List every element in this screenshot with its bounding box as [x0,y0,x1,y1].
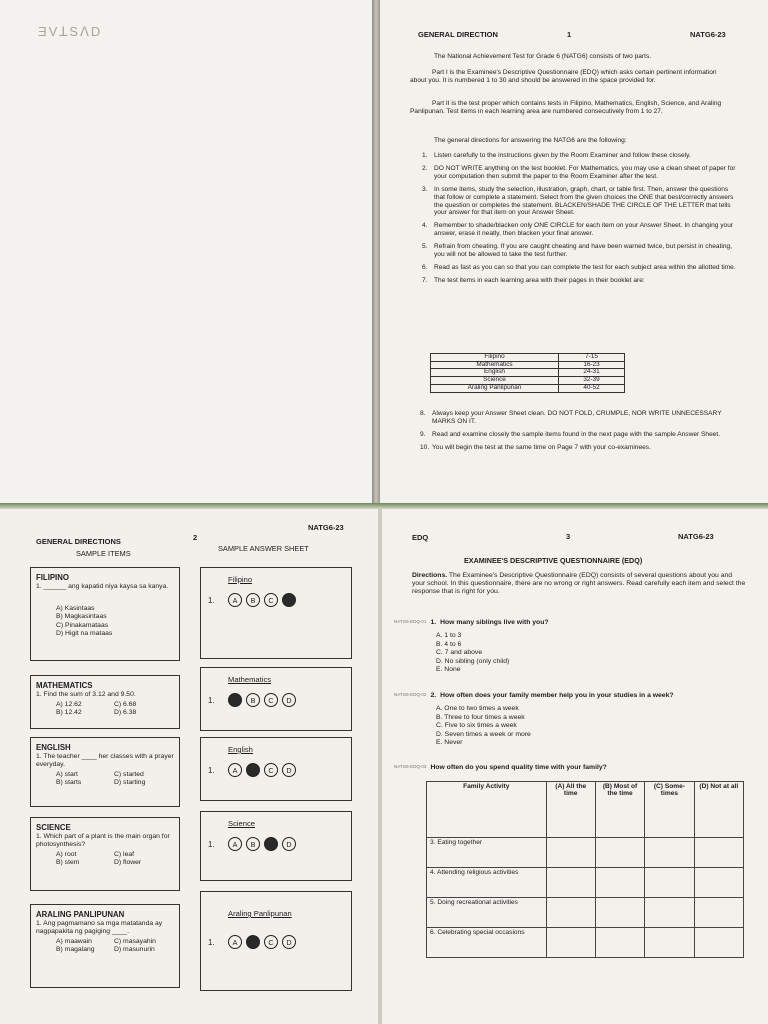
table-header: (D) Not at all [694,782,743,838]
direction-text: You will begin the test at the same time on Page 7 with your co-examinees. [432,443,651,451]
direction-text: Read and examine closely the sample items found in the next page with the sample Answer Sheet. [432,430,721,438]
option-item: B. Three to four times a week [436,713,525,721]
sample-choices [56,771,184,788]
answer-bubble-row [208,837,300,851]
answer-bubble[interactable]: A [228,763,242,777]
table-header: (C) Some-times [645,782,694,838]
page-number: 2 [193,533,198,542]
direction-text: Always keep your Answer Sheet clean. DO NOT FOLD, CRUMPLE, NOR WRITE UNNECESSARY MARKS ON IT. [432,410,722,425]
item-number: 1. [208,937,215,947]
direction-text: The test items in each learning area with their pages in their booklet are: [434,276,645,284]
choice-option: B) Magkasintaas [56,613,107,621]
choice-option: A) root [56,851,77,858]
page-header-left: EDQ [412,533,429,542]
bleed-through-text: ƎVꓕSꓥD [38,24,103,39]
choice-option: A) maawain [56,938,92,945]
answer-bubble[interactable]: D [282,763,296,777]
question-text: How often does your family member help you in your studies in a week? [440,692,674,699]
edq-directions [412,572,746,596]
response-cell[interactable] [645,868,694,898]
question-heading [394,619,754,627]
page-fold-line [0,503,768,509]
option-item: B. 4 to 6 [436,640,462,648]
item-number: 1. [208,695,215,705]
option-item: E. Never [436,739,463,747]
response-cell[interactable] [645,838,694,868]
direction-number: 1. [422,152,428,159]
general-directions-text: The general directions for answering the NATG6 are the following: [434,137,627,144]
edq-question [394,619,754,675]
directions-label: Directions. [412,572,448,579]
table-row [427,868,744,898]
option-item: E. None [436,666,461,674]
subject-name: English [431,369,559,377]
subject-pages: 24-31 [559,369,625,377]
answer-bubble[interactable]: D [282,693,296,707]
activity-cell: 3. Eating together [427,838,547,868]
table-header-row [427,782,744,838]
item-code: NATG6-EDQ-01 [394,619,427,624]
answer-bubble[interactable]: C [264,935,278,949]
part2-text: Part II is the test proper which contains tests in Filipino, Mathematics, English, Science, and Araling Panlipunan. Test items in each learning area are numbered consecutively from 1 to 27. [410,100,722,115]
direction-text: Listen carefully to the instructions given by the Room Examiner and follow these closely. [434,152,691,159]
question-number: 1. [430,619,437,626]
answer-bubble-row [208,763,300,777]
choice-option: D) 6.38 [114,709,137,717]
activity-cell: 6. Celebrating special occasions [427,928,547,958]
activity-cell: 4. Attending religious activities [427,868,547,898]
direction-text: Refrain from cheating. If you are caught cheating and have been warned twice, but persist in cheating, you will not be allowed to take the test further. [434,243,732,259]
response-cell[interactable] [546,898,595,928]
response-cell[interactable] [645,928,694,958]
subject-pages: 32-39 [559,377,625,385]
direction-number: 9. [420,430,426,438]
response-cell[interactable] [694,868,743,898]
sample-question: 1. ______ ang kapatid niya kaysa sa kanya. [36,583,169,590]
item-code: NATG6-EDQ-03 [394,764,427,769]
answer-bubble[interactable]: D [282,837,296,851]
choice-option: C) leaf [114,851,135,858]
choice-option: B) stem [56,859,80,867]
directions-text: The Examinee's Descriptive Questionnaire (EDQ) consists of several questions about you and your school. In this questionnaire, there are no wrong or right answers. Read carefully each item and select the response that is right for you. [412,572,746,596]
intro-text: The National Achievement Test for Grade 6 (NATG6) consists of two parts. [434,53,652,60]
choice-option: D) masunurin [114,946,155,954]
answer-bubble[interactable]: C [264,837,278,851]
choice-option: D) starting [114,779,146,787]
subject-pages: 40-52 [559,384,625,392]
directions-list [422,152,738,290]
answer-bubble[interactable]: B [246,593,260,607]
answer-bubble-row [208,935,300,949]
choice-option: C) Pinakamataas [56,621,109,629]
table-header: (B) Most of the time [595,782,644,838]
answer-bubble[interactable]: A [228,693,242,707]
direction-number: 2. [422,164,428,172]
direction-number: 7. [422,276,428,284]
sample-items-title: SAMPLE ITEMS [76,549,131,558]
direction-item [422,152,738,160]
table-header: (A) All the time [546,782,595,838]
answer-bubble[interactable]: C [264,763,278,777]
page-number: 1 [567,30,572,39]
response-cell[interactable] [595,928,644,958]
sample-choices [56,851,184,868]
response-cell[interactable] [694,838,743,868]
activity-cell: 5. Doing recreational activities [427,898,547,928]
table-row [427,928,744,958]
question-heading [394,764,754,772]
direction-number: 4. [422,222,428,230]
option-item: C. 7 and above [436,649,483,657]
question-options [436,705,754,747]
option-item: C. Five to six times a week [436,722,517,730]
answer-bubble[interactable]: D [282,593,296,607]
question-heading [394,692,754,700]
edq-question [394,692,754,748]
response-cell[interactable] [546,928,595,958]
section-title: ENGLISH [36,743,71,752]
response-cell[interactable] [546,868,595,898]
answer-bubble[interactable]: A [228,935,242,949]
choice-option: A) start [56,771,78,778]
edq-title: EXAMINEE'S DESCRIPTIVE QUESTIONNAIRE (EDQ) [464,556,643,565]
answer-bubble-row [208,693,300,707]
option-item: A. One to two times a week [436,705,519,713]
blank-page [0,0,374,505]
sample-choices [56,701,184,718]
page-header-right: NATG6-23 [678,532,714,541]
subject-name: Mathematics [431,361,559,369]
section-title: MATHEMATICS [36,681,93,690]
response-cell[interactable] [546,838,595,868]
question-text: How many siblings live with you? [440,619,549,626]
item-code: NATG6-EDQ-02 [394,692,427,697]
sample-question: 1. Which part of a plant is the main organ for photosynthesis? [36,833,170,849]
choice-option: A) Kasintaas [56,605,95,612]
page-header-left: GENERAL DIRECTIONS [36,537,121,546]
book-spine [372,0,380,505]
sample-question: 1. Ang pagmamano sa mga matatanda ay nagpapakita ng pagiging ____. [36,920,163,936]
response-cell[interactable] [694,928,743,958]
response-cell[interactable] [595,838,644,868]
direction-item [422,277,738,285]
page-header-right: NATG6-23 [308,523,344,532]
table-row [427,898,744,928]
direction-number: 8. [420,410,426,417]
direction-text: Read as fast as you can so that you can complete the test for each subject area within the allotted time. [434,263,736,271]
direction-number: 3. [422,185,428,193]
answer-bubble[interactable]: C [264,593,278,607]
direction-text: Remember to shade/blacken only ONE CIRCLE for each item on your Answer Sheet. In changing your answer, erase it neatly, then blacken your final answer. [434,222,734,238]
answer-sheet-box [200,567,352,659]
answer-bubble[interactable]: A [228,837,242,851]
sample-question: 1. The teacher ____ her classes with a prayer everyday. [36,753,174,769]
page-number: 3 [566,532,571,541]
direction-number: 10. [420,443,430,451]
direction-item [422,264,738,272]
choice-option: B) 12.42 [56,709,82,717]
answer-sheet-label: English [228,745,253,754]
sample-choices [56,605,166,639]
page-sample-items [0,509,378,1024]
subject-pages: 7-15 [559,354,625,362]
direction-text: DO NOT WRITE anything on the test booklet. For Mathematics, you may use a clean sheet of paper for your computation then submit the paper to the Room Examiner after the test. [434,164,736,180]
direction-item [420,431,738,439]
answer-sheet-label: Mathematics [228,675,272,684]
direction-item [420,444,738,452]
choice-option: C) started [114,771,144,778]
response-cell[interactable] [595,898,644,928]
subject-pages-table [430,353,625,393]
answer-bubble[interactable]: C [264,693,278,707]
answer-sheet-label: Filipino [228,575,253,584]
section-title: SCIENCE [36,823,71,832]
subject-name: Filipino [431,354,559,362]
response-cell[interactable] [694,898,743,928]
subject-pages: 16-23 [559,361,625,369]
direction-item [422,222,738,238]
direction-number: 6. [422,263,428,271]
family-activity-table [426,781,744,958]
direction-item [422,243,738,259]
answer-bubble[interactable]: B [246,693,260,707]
answer-bubble[interactable]: B [246,837,260,851]
response-cell[interactable] [595,868,644,898]
choice-option: C) masayahin [114,938,156,945]
direction-text: In some items, study the selection, illustration, graph, chart, or table first. Then, answer the questions that follow or complete a statement. Select from the given choices the ONE that best/correctly answers the question or completes the statement. BLACKEN/SHADE THE CIRCLE OF THE LETTER that tells your answer for that item on your Answer Sheet. [434,185,734,217]
item-number: 1. [208,839,215,849]
answer-bubble[interactable]: B [246,763,260,777]
directions-list-continued [420,410,738,457]
page-edq [382,509,768,1024]
direction-item [420,410,738,426]
subject-row [431,384,625,392]
direction-number: 5. [422,243,428,251]
choice-option: B) starts [56,779,82,787]
question-number: 2. [430,692,437,699]
option-item: D. Seven times a week or more [436,730,531,738]
page-header-right: NATG6-23 [690,30,726,39]
question-options [436,632,754,674]
answer-sheet-label: Araling Panlipunan [228,909,292,918]
choice-option: C) 6.68 [114,701,137,708]
page-header-left: GENERAL DIRECTION [418,30,498,39]
table-row [427,838,744,868]
choice-option: D) Higit na mataas [56,630,113,638]
option-item: A. 1 to 3 [436,632,462,640]
choice-option: D) flower [114,859,142,867]
subject-name: Araling Panlipunan [431,384,559,392]
item-number: 1. [208,595,215,605]
response-cell[interactable] [645,898,694,928]
page-general-direction [380,0,768,505]
part1-text: Part I is the Examinee's Descriptive Questionnaire (EDQ) which asks certain pertinent information about you. It is numbered 1 to 30 and should be answered in the space provided for. [410,69,717,84]
answer-bubble[interactable]: D [282,935,296,949]
section-title: FILIPINO [36,573,69,582]
subject-name: Science [431,377,559,385]
edq-question [394,764,754,772]
section-title: ARALING PANLIPUNAN [36,910,125,919]
choice-option: A) 12.62 [56,701,82,708]
sample-question: 1. Find the sum of 3.12 and 9.50. [36,691,136,698]
item-number: 1. [208,765,215,775]
answer-bubble[interactable]: B [246,935,260,949]
choice-option: B) magalang [56,946,95,954]
table-header: Family Activity [427,782,547,838]
question-text: How often do you spend quality time with your family? [430,764,607,771]
direction-item [422,186,738,218]
option-item: D. No sibling (only child) [436,657,510,665]
direction-item [422,165,738,181]
answer-bubble[interactable]: A [228,593,242,607]
sample-answer-sheet-title: SAMPLE ANSWER SHEET [218,544,309,553]
answer-bubble-row [208,593,300,607]
answer-sheet-label: Science [228,819,256,828]
sample-choices [56,938,184,955]
